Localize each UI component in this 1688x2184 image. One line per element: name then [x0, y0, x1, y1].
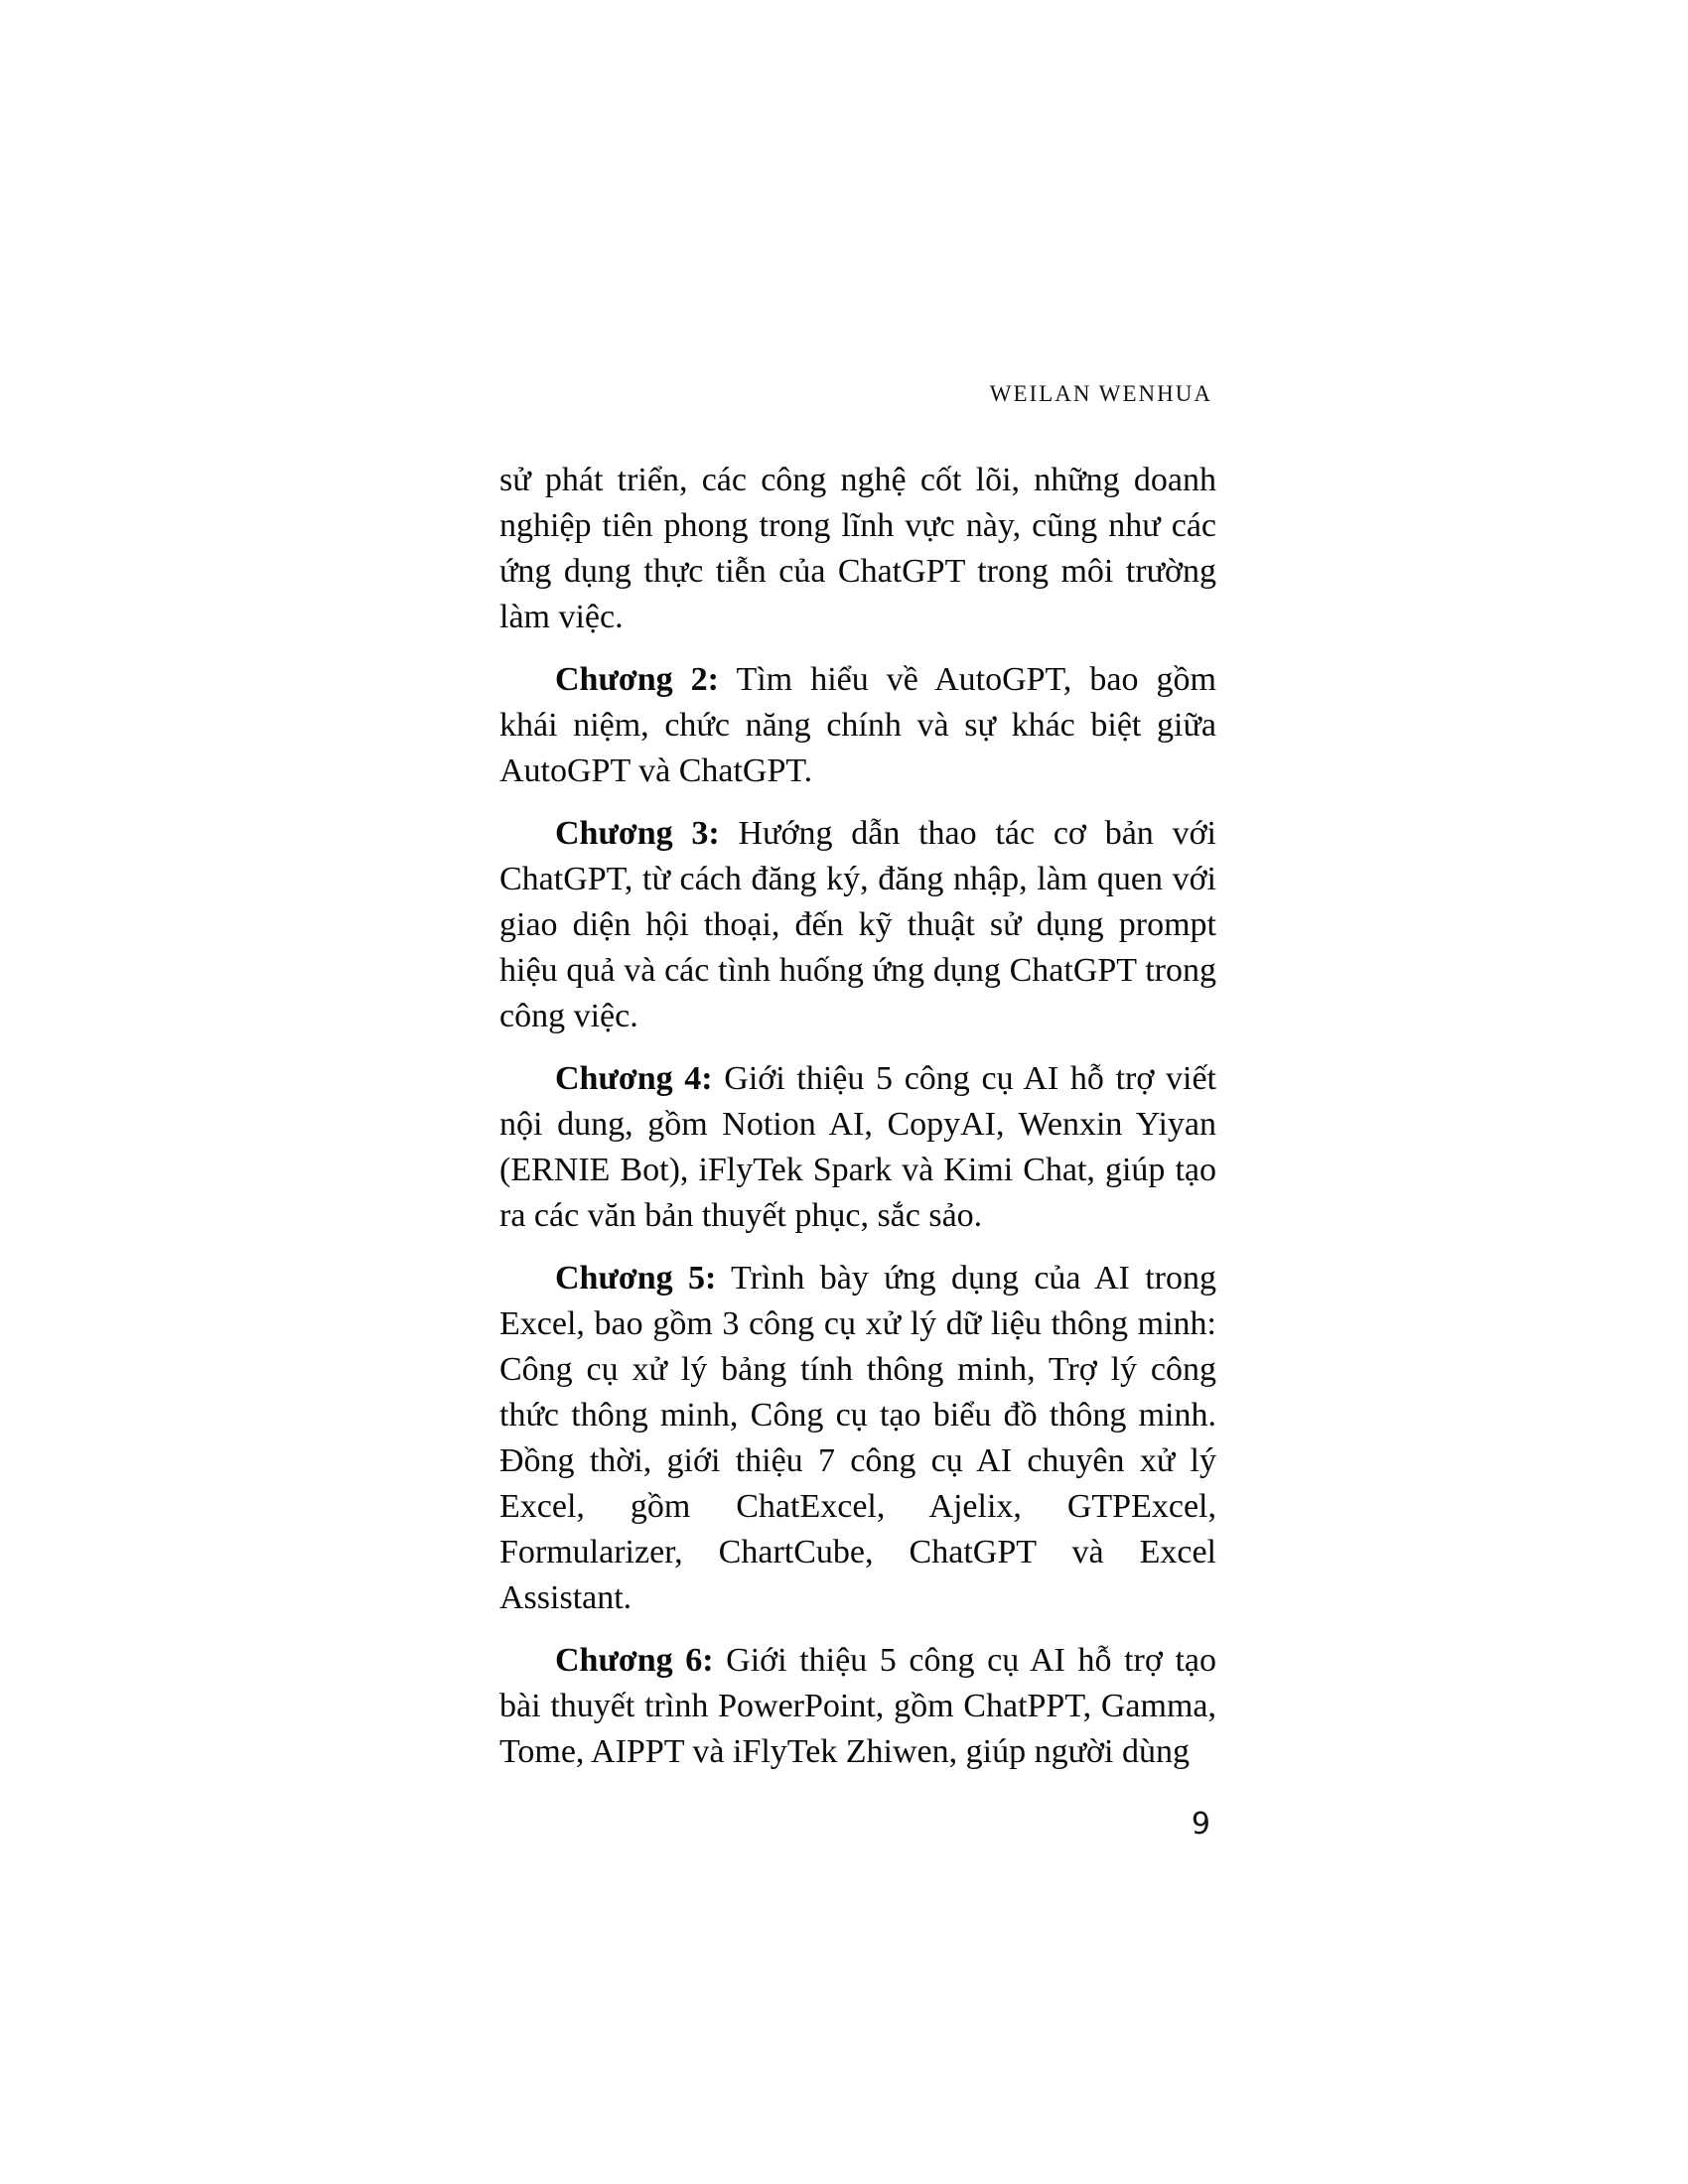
paragraph-text: Giới thiệu 5 công cụ AI hỗ trợ viết nội dung, gồm Notion AI, CopyAI, Wenxin Yiyan (ERNIE Bot), iFlyTek Spark và Kimi Chat, giúp tạo ra các văn bản thuyết phục, sắc sảo. — [499, 1060, 1216, 1234]
chapter-label: Chương 2: — [555, 661, 719, 698]
text-column — [499, 380, 1216, 1843]
paragraph-text: Trình bày ứng dụng của AI trong Excel, bao gồm 3 công cụ xử lý dữ liệu thông minh: Công cụ xử lý bảng tính thông minh, Trợ lý công thức thông minh, Công cụ tạo biểu đồ thông minh. Đồng thời, giới thiệu 7 công cụ AI chuyên xử lý Excel, gồm ChatExcel, Ajelix, GTPExcel, Formularizer, ChartCube, ChatGPT và Excel Assistant. — [499, 1260, 1216, 1616]
chapter-label: Chương 3: — [555, 815, 720, 852]
page-content — [499, 458, 1216, 1775]
paragraph — [499, 1638, 1216, 1775]
paragraph-text: Giới thiệu 5 công cụ AI hỗ trợ tạo bài thuyết trình PowerPoint, gồm ChatPPT, Gamma, Tome, AIPPT và iFlyTek Zhiwen, giúp người dùng — [499, 1642, 1216, 1770]
paragraph-text: Tìm hiểu về AutoGPT, bao gồm khái niệm, chức năng chính và sự khác biệt giữa AutoGPT và ChatGPT. — [499, 661, 1216, 789]
paragraph — [499, 458, 1216, 640]
paragraph — [499, 811, 1216, 1039]
chapter-label: Chương 4: — [555, 1060, 713, 1097]
chapter-label: Chương 5: — [555, 1260, 717, 1297]
paragraph-text: Hướng dẫn thao tác cơ bản với ChatGPT, từ cách đăng ký, đăng nhập, làm quen với giao diện hội thoại, đến kỹ thuật sử dụng prompt hiệu quả và các tình huống ứng dụng ChatGPT trong công việc. — [499, 815, 1216, 1034]
paragraph — [499, 1256, 1216, 1621]
page-number: 9 — [1191, 1807, 1210, 1842]
paragraph — [499, 1056, 1216, 1239]
paragraph-text: sử phát triển, các công nghệ cốt lõi, những doanh nghiệp tiên phong trong lĩnh vực này, cũng như các ứng dụng thực tiễn của ChatGPT trong môi trường làm việc. — [499, 462, 1216, 635]
running-header: WEILAN WENHUA — [989, 381, 1212, 406]
paragraph — [499, 657, 1216, 794]
chapter-label: Chương 6: — [555, 1642, 714, 1679]
